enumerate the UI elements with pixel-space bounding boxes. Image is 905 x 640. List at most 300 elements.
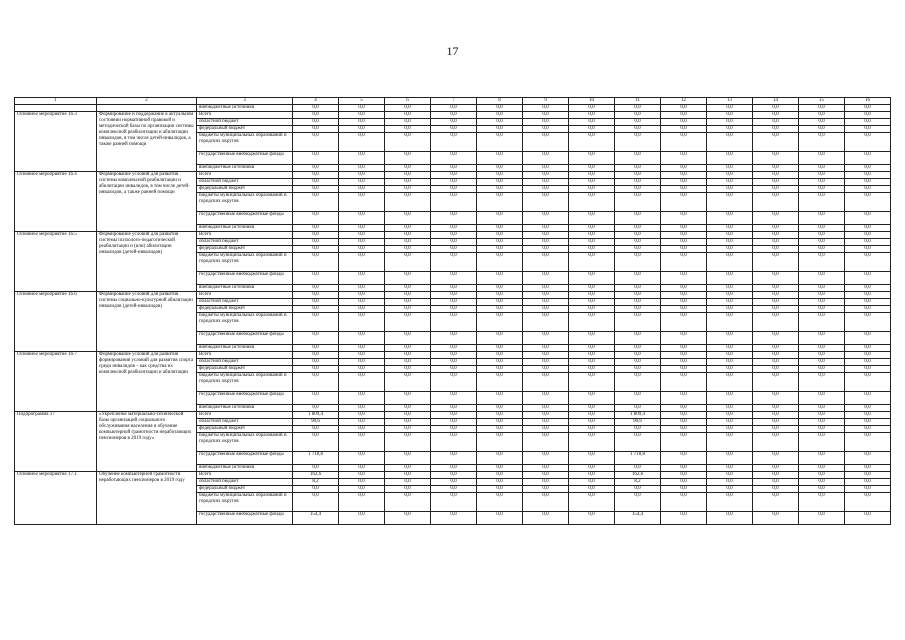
value-cell: 0,0 bbox=[569, 246, 615, 253]
value-cell: 0,0 bbox=[661, 512, 707, 525]
value-cell: 0,0 bbox=[477, 112, 523, 119]
table-row bbox=[15, 412, 891, 419]
section-id-cell: Основное мероприятие 16.6 bbox=[15, 292, 97, 352]
value-cell: 0,0 bbox=[569, 119, 615, 126]
value-cell: 0,0 bbox=[339, 306, 385, 313]
value-cell: 0,0 bbox=[799, 105, 845, 112]
source-cell: Всего bbox=[197, 472, 293, 479]
value-cell: 0,0 bbox=[523, 479, 569, 486]
value-cell: 0,0 bbox=[431, 232, 477, 239]
source-cell: Всего bbox=[197, 352, 293, 359]
value-cell: 0,0 bbox=[385, 193, 431, 212]
value-cell: 0,0 bbox=[569, 306, 615, 313]
value-cell: 0,0 bbox=[707, 272, 753, 285]
value-cell: 0,0 bbox=[569, 392, 615, 405]
value-cell: 0,0 bbox=[431, 272, 477, 285]
value-cell: 0,0 bbox=[431, 172, 477, 179]
value-cell: 0,0 bbox=[431, 373, 477, 392]
value-cell: 0,0 bbox=[845, 179, 891, 186]
value-cell: 0,0 bbox=[707, 239, 753, 246]
source-cell: областной бюджет bbox=[197, 359, 293, 366]
value-cell: 0,0 bbox=[477, 412, 523, 419]
value-cell: 0,0 bbox=[615, 366, 661, 373]
value-cell: 0,0 bbox=[707, 119, 753, 126]
value-cell: 0,0 bbox=[477, 306, 523, 313]
value-cell: 0,0 bbox=[477, 285, 523, 292]
value-cell: 0,0 bbox=[523, 246, 569, 253]
value-cell: 0,0 bbox=[477, 212, 523, 225]
value-cell: 0,0 bbox=[431, 486, 477, 493]
value-cell: 0,0 bbox=[753, 126, 799, 133]
value-cell: 0,0 bbox=[661, 193, 707, 212]
value-cell: 0,0 bbox=[661, 359, 707, 366]
value-cell: 0,0 bbox=[661, 419, 707, 426]
value-cell: 0,0 bbox=[845, 239, 891, 246]
value-cell: 0,0 bbox=[385, 186, 431, 193]
value-cell: 0,0 bbox=[661, 452, 707, 465]
value-cell: 0,0 bbox=[293, 179, 339, 186]
value-cell: 0,0 bbox=[569, 133, 615, 152]
value-cell: 0,0 bbox=[477, 152, 523, 165]
value-cell: 0,0 bbox=[799, 512, 845, 525]
source-cell: федеральный бюджет bbox=[197, 306, 293, 313]
value-cell: 0,0 bbox=[799, 465, 845, 472]
table-row bbox=[15, 352, 891, 359]
value-cell: 0,0 bbox=[799, 152, 845, 165]
value-cell: 0,0 bbox=[339, 419, 385, 426]
value-cell: 0,0 bbox=[661, 313, 707, 332]
value-cell: 0,0 bbox=[799, 352, 845, 359]
value-cell: 0,0 bbox=[753, 512, 799, 525]
value-cell: 0,0 bbox=[753, 186, 799, 193]
value-cell: 0,0 bbox=[339, 412, 385, 419]
value-cell: 90,6 bbox=[615, 419, 661, 426]
header-cell: 15 bbox=[799, 98, 845, 105]
value-cell: 0,0 bbox=[661, 272, 707, 285]
value-cell: 0,0 bbox=[523, 292, 569, 299]
value-cell: 0,0 bbox=[477, 313, 523, 332]
value-cell: 0,0 bbox=[385, 105, 431, 112]
value-cell: 0,0 bbox=[523, 493, 569, 512]
value-cell: 0,0 bbox=[431, 359, 477, 366]
value-cell: 0,0 bbox=[707, 352, 753, 359]
value-cell: 0,0 bbox=[569, 433, 615, 452]
value-cell: 0,0 bbox=[293, 186, 339, 193]
value-cell: 0,0 bbox=[753, 253, 799, 272]
value-cell: 1 718,8 bbox=[615, 452, 661, 465]
value-cell: 0,0 bbox=[753, 486, 799, 493]
value-cell: 0,0 bbox=[523, 285, 569, 292]
value-cell: 0,0 bbox=[707, 193, 753, 212]
value-cell: 0,0 bbox=[339, 405, 385, 412]
value-cell: 0,0 bbox=[385, 172, 431, 179]
header-cell: 4 bbox=[293, 98, 339, 105]
value-cell: 0,0 bbox=[523, 253, 569, 272]
value-cell: 0,0 bbox=[523, 272, 569, 285]
value-cell: 0,0 bbox=[385, 126, 431, 133]
value-cell: 0,0 bbox=[339, 486, 385, 493]
value-cell: 0,0 bbox=[431, 426, 477, 433]
value-cell: 0,0 bbox=[753, 426, 799, 433]
value-cell: 0,0 bbox=[799, 186, 845, 193]
table-row bbox=[15, 472, 891, 479]
value-cell: 0,0 bbox=[615, 232, 661, 239]
value-cell: 0,0 bbox=[799, 493, 845, 512]
value-cell: 0,0 bbox=[569, 366, 615, 373]
value-cell: 0,0 bbox=[661, 352, 707, 359]
value-cell: 0,0 bbox=[753, 352, 799, 359]
value-cell: 0,0 bbox=[661, 433, 707, 452]
section-name-cell: Обучение компьютерной грамотности неработающих пенсионеров в 2019 году bbox=[97, 472, 197, 525]
value-cell: 0,0 bbox=[339, 246, 385, 253]
value-cell: 0,0 bbox=[385, 292, 431, 299]
value-cell: 0,0 bbox=[661, 465, 707, 472]
value-cell: 0,0 bbox=[569, 426, 615, 433]
value-cell: 0,0 bbox=[845, 165, 891, 172]
value-cell: 0,0 bbox=[431, 332, 477, 345]
value-cell: 0,0 bbox=[385, 133, 431, 152]
value-cell: 0,0 bbox=[753, 465, 799, 472]
value-cell: 0,0 bbox=[661, 426, 707, 433]
value-cell: 0,0 bbox=[615, 299, 661, 306]
section-id-cell: Основное мероприятие 17.1 bbox=[15, 472, 97, 525]
value-cell: 0,0 bbox=[523, 465, 569, 472]
value-cell: 0,0 bbox=[293, 172, 339, 179]
value-cell: 0,0 bbox=[707, 373, 753, 392]
value-cell: 0,0 bbox=[615, 246, 661, 253]
source-cell: внебюджетные источники bbox=[197, 465, 293, 472]
value-cell: 0,0 bbox=[569, 412, 615, 419]
value-cell: 0,0 bbox=[707, 105, 753, 112]
value-cell: 0,0 bbox=[385, 246, 431, 253]
value-cell: 0,0 bbox=[431, 405, 477, 412]
value-cell: 0,0 bbox=[477, 179, 523, 186]
value-cell: 0,0 bbox=[293, 105, 339, 112]
value-cell: 0,0 bbox=[845, 232, 891, 239]
value-cell: 0,0 bbox=[753, 313, 799, 332]
value-cell: 0,0 bbox=[293, 306, 339, 313]
source-cell: внебюджетные источники bbox=[197, 345, 293, 352]
value-cell: 0,0 bbox=[523, 512, 569, 525]
value-cell: 0,0 bbox=[339, 285, 385, 292]
source-cell: федеральный бюджет bbox=[197, 486, 293, 493]
value-cell: 0,0 bbox=[569, 479, 615, 486]
value-cell: 0,0 bbox=[339, 105, 385, 112]
value-cell: 0,0 bbox=[339, 186, 385, 193]
source-cell: областной бюджет bbox=[197, 299, 293, 306]
value-cell: 0,0 bbox=[385, 452, 431, 465]
value-cell: 0,0 bbox=[799, 285, 845, 292]
value-cell: 0,0 bbox=[431, 246, 477, 253]
value-cell: 0,0 bbox=[707, 133, 753, 152]
value-cell: 0,0 bbox=[661, 306, 707, 313]
value-cell: 0,0 bbox=[523, 373, 569, 392]
value-cell: 0,0 bbox=[431, 212, 477, 225]
value-cell: 0,0 bbox=[799, 272, 845, 285]
value-cell: 0,0 bbox=[661, 412, 707, 419]
value-cell: 0,0 bbox=[845, 119, 891, 126]
value-cell: 0,0 bbox=[707, 253, 753, 272]
value-cell: 0,0 bbox=[477, 299, 523, 306]
value-cell: 0,0 bbox=[569, 299, 615, 306]
value-cell: 0,0 bbox=[753, 479, 799, 486]
value-cell: 0,0 bbox=[339, 479, 385, 486]
value-cell: 0,0 bbox=[845, 193, 891, 212]
value-cell: 0,0 bbox=[339, 493, 385, 512]
section-name-cell: Формирование условий для развития формирования условий для развития спорта среди инвалидов – как средства их комплексной реабилитации и абилитации bbox=[97, 352, 197, 412]
value-cell: 0,0 bbox=[707, 112, 753, 119]
value-cell: 0,0 bbox=[339, 472, 385, 479]
value-cell: 0,0 bbox=[477, 452, 523, 465]
value-cell: 0,0 bbox=[431, 512, 477, 525]
value-cell: 0,0 bbox=[385, 165, 431, 172]
value-cell: 0,0 bbox=[569, 165, 615, 172]
value-cell: 0,0 bbox=[753, 165, 799, 172]
value-cell: 0,0 bbox=[799, 299, 845, 306]
value-cell: 0,0 bbox=[799, 253, 845, 272]
value-cell: 0,0 bbox=[293, 405, 339, 412]
value-cell: 0,0 bbox=[615, 285, 661, 292]
value-cell: 0,0 bbox=[339, 119, 385, 126]
section-name-cell: Формирование условий для развития системы комплексной реабилитации и абилитации инвалидов, в том числе детей-инвалидов, а также ранней помощи bbox=[97, 172, 197, 232]
value-cell: 0,0 bbox=[523, 239, 569, 246]
value-cell: 0,0 bbox=[615, 352, 661, 359]
value-cell: 0,0 bbox=[385, 405, 431, 412]
value-cell: 0,0 bbox=[569, 112, 615, 119]
source-cell: областной бюджет bbox=[197, 239, 293, 246]
value-cell: 0,0 bbox=[845, 512, 891, 525]
value-cell: 0,0 bbox=[477, 292, 523, 299]
value-cell: 0,0 bbox=[385, 212, 431, 225]
value-cell: 0,0 bbox=[661, 112, 707, 119]
value-cell: 0,0 bbox=[523, 426, 569, 433]
value-cell: 0,0 bbox=[431, 366, 477, 373]
value-cell: 0,0 bbox=[477, 119, 523, 126]
value-cell: 0,0 bbox=[845, 105, 891, 112]
header-cell: 3 bbox=[197, 98, 293, 105]
source-cell: Всего bbox=[197, 412, 293, 419]
value-cell: 0,0 bbox=[799, 193, 845, 212]
value-cell: 0,0 bbox=[753, 359, 799, 366]
value-cell: 0,0 bbox=[293, 193, 339, 212]
value-cell: 0,0 bbox=[339, 392, 385, 405]
value-cell: 0,0 bbox=[661, 292, 707, 299]
value-cell: 0,0 bbox=[293, 392, 339, 405]
value-cell: 0,0 bbox=[477, 193, 523, 212]
value-cell: 0,0 bbox=[661, 345, 707, 352]
value-cell: 0,0 bbox=[339, 332, 385, 345]
value-cell: 0,0 bbox=[615, 112, 661, 119]
value-cell: 0,0 bbox=[845, 412, 891, 419]
value-cell: 0,0 bbox=[523, 105, 569, 112]
value-cell: 0,0 bbox=[569, 292, 615, 299]
value-cell: 0,0 bbox=[569, 465, 615, 472]
value-cell: 0,0 bbox=[661, 253, 707, 272]
value-cell: 0,0 bbox=[385, 433, 431, 452]
value-cell: 0,0 bbox=[753, 345, 799, 352]
value-cell: 0,0 bbox=[799, 306, 845, 313]
value-cell: 0,0 bbox=[661, 366, 707, 373]
value-cell: 0,0 bbox=[477, 419, 523, 426]
value-cell: 0,0 bbox=[523, 172, 569, 179]
source-cell: Всего bbox=[197, 292, 293, 299]
value-cell: 0,0 bbox=[431, 479, 477, 486]
value-cell: 0,0 bbox=[523, 405, 569, 412]
value-cell: 0,0 bbox=[385, 479, 431, 486]
value-cell: 0,0 bbox=[569, 186, 615, 193]
value-cell: 0,0 bbox=[615, 126, 661, 133]
value-cell: 0,0 bbox=[661, 405, 707, 412]
value-cell: 0,0 bbox=[477, 126, 523, 133]
value-cell: 0,0 bbox=[569, 419, 615, 426]
value-cell: 0,0 bbox=[523, 306, 569, 313]
source-cell: бюджеты муниципальных образований и городских округов bbox=[197, 193, 293, 212]
value-cell: 0,0 bbox=[293, 486, 339, 493]
value-cell: 0,0 bbox=[523, 299, 569, 306]
value-cell: 0,0 bbox=[707, 412, 753, 419]
value-cell: 0,0 bbox=[661, 126, 707, 133]
value-cell: 0,0 bbox=[523, 359, 569, 366]
value-cell: 8,2 bbox=[293, 479, 339, 486]
value-cell: 0,0 bbox=[799, 239, 845, 246]
value-cell: 0,0 bbox=[293, 292, 339, 299]
value-cell: 0,0 bbox=[477, 172, 523, 179]
value-cell: 0,0 bbox=[615, 119, 661, 126]
value-cell: 0,0 bbox=[753, 392, 799, 405]
value-cell: 0,0 bbox=[661, 285, 707, 292]
value-cell: 0,0 bbox=[569, 472, 615, 479]
value-cell: 0,0 bbox=[385, 359, 431, 366]
value-cell: 0,0 bbox=[523, 313, 569, 332]
value-cell: 0,0 bbox=[845, 405, 891, 412]
value-cell: 0,0 bbox=[569, 512, 615, 525]
source-cell: внебюджетные источники bbox=[197, 105, 293, 112]
value-cell: 0,0 bbox=[293, 426, 339, 433]
value-cell: 0,0 bbox=[569, 193, 615, 212]
section-id-cell: Основное мероприятие 16.4 bbox=[15, 172, 97, 232]
value-cell: 0,0 bbox=[477, 352, 523, 359]
value-cell: 0,0 bbox=[615, 345, 661, 352]
header-cell: 16 bbox=[845, 98, 891, 105]
value-cell: 1 809,4 bbox=[293, 412, 339, 419]
value-cell: 0,0 bbox=[799, 486, 845, 493]
source-cell: областной бюджет bbox=[197, 479, 293, 486]
value-cell: 0,0 bbox=[615, 292, 661, 299]
value-cell: 0,0 bbox=[293, 332, 339, 345]
source-cell: государственные внебюджетные фонды bbox=[197, 392, 293, 405]
value-cell: 0,0 bbox=[569, 172, 615, 179]
value-cell: 0,0 bbox=[523, 126, 569, 133]
value-cell: 0,0 bbox=[385, 392, 431, 405]
value-cell: 0,0 bbox=[431, 186, 477, 193]
value-cell: 0,0 bbox=[707, 165, 753, 172]
value-cell: 0,0 bbox=[477, 345, 523, 352]
value-cell: 0,0 bbox=[661, 299, 707, 306]
value-cell: 0,0 bbox=[753, 152, 799, 165]
value-cell: 0,0 bbox=[339, 272, 385, 285]
value-cell: 0,0 bbox=[293, 212, 339, 225]
value-cell: 0,0 bbox=[477, 105, 523, 112]
value-cell: 0,0 bbox=[845, 225, 891, 232]
source-cell: Всего bbox=[197, 232, 293, 239]
value-cell: 0,0 bbox=[753, 193, 799, 212]
value-cell: 0,0 bbox=[615, 253, 661, 272]
value-cell: 0,0 bbox=[431, 345, 477, 352]
value-cell: 0,0 bbox=[661, 486, 707, 493]
value-cell: 0,0 bbox=[615, 392, 661, 405]
value-cell: 0,0 bbox=[339, 126, 385, 133]
value-cell: 0,0 bbox=[845, 479, 891, 486]
value-cell: 0,0 bbox=[615, 105, 661, 112]
value-cell: 0,0 bbox=[661, 246, 707, 253]
value-cell: 0,0 bbox=[431, 112, 477, 119]
value-cell: 154,4 bbox=[615, 512, 661, 525]
source-cell: бюджеты муниципальных образований и городских округов bbox=[197, 373, 293, 392]
value-cell: 0,0 bbox=[615, 179, 661, 186]
value-cell: 0,0 bbox=[523, 225, 569, 232]
value-cell: 0,0 bbox=[523, 332, 569, 345]
value-cell: 0,0 bbox=[477, 479, 523, 486]
source-cell: федеральный бюджет bbox=[197, 366, 293, 373]
value-cell: 0,0 bbox=[477, 359, 523, 366]
value-cell: 0,0 bbox=[385, 419, 431, 426]
value-cell: 0,0 bbox=[477, 405, 523, 412]
value-cell: 0,0 bbox=[293, 313, 339, 332]
value-cell: 0,0 bbox=[339, 172, 385, 179]
value-cell: 0,0 bbox=[431, 419, 477, 426]
value-cell: 0,0 bbox=[293, 165, 339, 172]
value-cell: 0,0 bbox=[569, 272, 615, 285]
value-cell: 0,0 bbox=[615, 306, 661, 313]
value-cell: 0,0 bbox=[431, 412, 477, 419]
value-cell: 0,0 bbox=[845, 285, 891, 292]
value-cell: 0,0 bbox=[799, 479, 845, 486]
value-cell: 0,0 bbox=[661, 232, 707, 239]
value-cell: 0,0 bbox=[707, 433, 753, 452]
value-cell: 0,0 bbox=[339, 359, 385, 366]
header-cell: 11 bbox=[615, 98, 661, 105]
value-cell: 0,0 bbox=[707, 486, 753, 493]
value-cell: 0,0 bbox=[431, 105, 477, 112]
value-cell: 0,0 bbox=[799, 112, 845, 119]
value-cell: 0,0 bbox=[431, 306, 477, 313]
value-cell: 0,0 bbox=[569, 232, 615, 239]
header-cell: 2 bbox=[97, 98, 197, 105]
value-cell: 0,0 bbox=[661, 119, 707, 126]
value-cell: 0,0 bbox=[385, 352, 431, 359]
value-cell: 0,0 bbox=[385, 119, 431, 126]
value-cell: 0,0 bbox=[753, 366, 799, 373]
section-name-cell: Формирование условий для развития системы социально-культурной абилитации инвалидов (детей-инвалидов) bbox=[97, 292, 197, 352]
value-cell: 0,0 bbox=[845, 253, 891, 272]
value-cell: 0,0 bbox=[707, 172, 753, 179]
value-cell: 0,0 bbox=[753, 285, 799, 292]
budget-table bbox=[14, 97, 891, 525]
value-cell: 0,0 bbox=[707, 493, 753, 512]
value-cell: 0,0 bbox=[569, 373, 615, 392]
value-cell: 0,0 bbox=[339, 465, 385, 472]
value-cell: 0,0 bbox=[845, 345, 891, 352]
header-cell: 5 bbox=[339, 98, 385, 105]
value-cell: 0,0 bbox=[845, 299, 891, 306]
value-cell: 0,0 bbox=[615, 212, 661, 225]
value-cell: 0,0 bbox=[569, 493, 615, 512]
value-cell: 0,0 bbox=[293, 246, 339, 253]
value-cell: 0,0 bbox=[569, 332, 615, 345]
value-cell: 0,0 bbox=[799, 419, 845, 426]
value-cell: 0,0 bbox=[615, 373, 661, 392]
header-row bbox=[15, 98, 891, 105]
